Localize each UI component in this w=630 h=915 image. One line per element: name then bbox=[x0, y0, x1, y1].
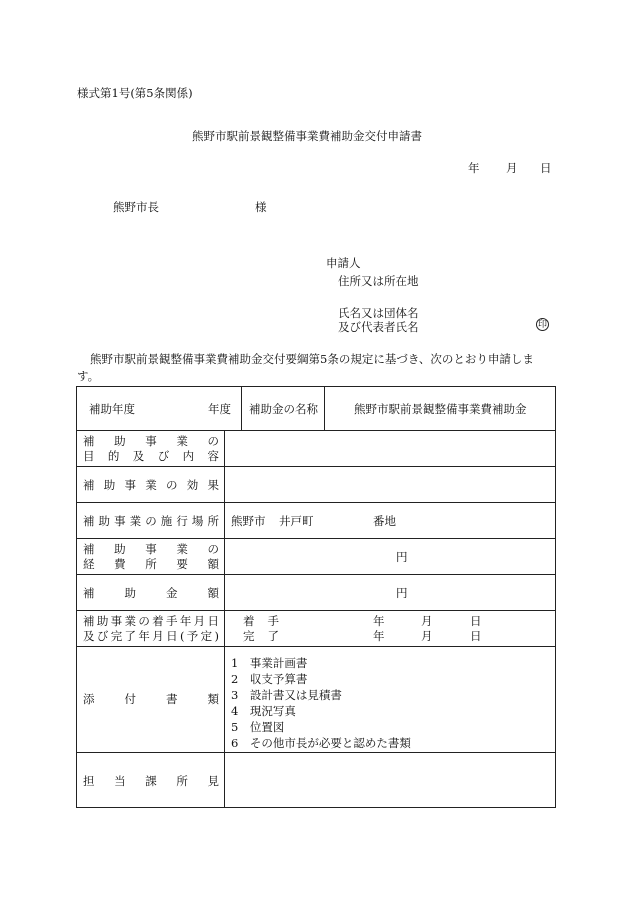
schedule-label-line-1: 補助事業の着手年月日 bbox=[83, 614, 219, 628]
end-day-label: 日 bbox=[470, 629, 482, 643]
expense-label-line-1: 補助事業の bbox=[83, 542, 219, 556]
seal-mark: 印 bbox=[537, 320, 547, 330]
amount-label: 補助金額 bbox=[83, 586, 219, 600]
attachment-item: 4 現況写真 bbox=[231, 704, 296, 718]
addressee-honorific: 様 bbox=[255, 200, 267, 214]
date-year-label: 年 bbox=[468, 161, 480, 175]
purpose-label-line-2: 目的及び内容 bbox=[83, 449, 219, 463]
start-month-label: 月 bbox=[421, 614, 433, 628]
applicant-name-label-2: 及び代表者氏名 bbox=[338, 320, 419, 334]
form-number: 様式第1号(第5条関係) bbox=[77, 86, 193, 100]
attachment-item: 3 設計書又は見積書 bbox=[231, 688, 342, 702]
opinion-label: 担当課所見 bbox=[83, 774, 219, 788]
application-form-table bbox=[76, 386, 556, 808]
date-month-label: 月 bbox=[506, 161, 518, 175]
location-city: 熊野市 bbox=[231, 514, 266, 528]
attachment-item: 2 収支予算書 bbox=[231, 672, 308, 686]
applicant-address-label: 住所又は所在地 bbox=[338, 274, 419, 288]
attachment-item: 1 事業計画書 bbox=[231, 656, 308, 670]
attachments-label: 添付書類 bbox=[83, 692, 219, 706]
addressee-name: 熊野市長 bbox=[113, 200, 159, 214]
end-label: 完 了 bbox=[243, 629, 279, 643]
expense-label-line-2: 経費所要額 bbox=[83, 557, 219, 571]
applicant-label: 申請人 bbox=[326, 256, 361, 270]
amount-unit: 円 bbox=[396, 586, 408, 600]
end-month-label: 月 bbox=[421, 629, 433, 643]
fiscal-year-unit: 年度 bbox=[208, 402, 231, 416]
fiscal-year-label: 補助年度 bbox=[89, 402, 135, 416]
location-label: 補助事業の施行場所 bbox=[83, 514, 219, 528]
subsidy-name-label: 補助金の名称 bbox=[249, 402, 318, 416]
start-year-label: 年 bbox=[373, 614, 385, 628]
date-day-label: 日 bbox=[540, 161, 552, 175]
purpose-label-line-1: 補助事業の bbox=[83, 434, 219, 448]
end-year-label: 年 bbox=[373, 629, 385, 643]
schedule-label-line-2: 及び完了年月日(予定) bbox=[83, 629, 219, 643]
document-title: 熊野市駅前景観整備事業費補助金交付申請書 bbox=[192, 129, 422, 143]
start-day-label: 日 bbox=[470, 614, 482, 628]
location-town: 井戸町 bbox=[279, 514, 314, 528]
body-text-line-2: す。 bbox=[77, 369, 100, 383]
applicant-name-label-1: 氏名又は団体名 bbox=[338, 306, 419, 320]
start-label: 着 手 bbox=[243, 614, 279, 628]
attachment-item: 6 その他市長が必要と認めた書類 bbox=[231, 736, 411, 750]
attachment-item: 5 位置図 bbox=[231, 720, 285, 734]
subsidy-name-value: 熊野市駅前景観整備事業費補助金 bbox=[354, 402, 527, 416]
expense-unit: 円 bbox=[396, 550, 408, 564]
effect-label: 補助事業の効果 bbox=[83, 478, 219, 492]
location-number: 番地 bbox=[373, 514, 396, 528]
body-text-line-1: 熊野市駅前景観整備事業費補助金交付要綱第5条の規定に基づき、次のとおり申請しま bbox=[90, 352, 534, 366]
